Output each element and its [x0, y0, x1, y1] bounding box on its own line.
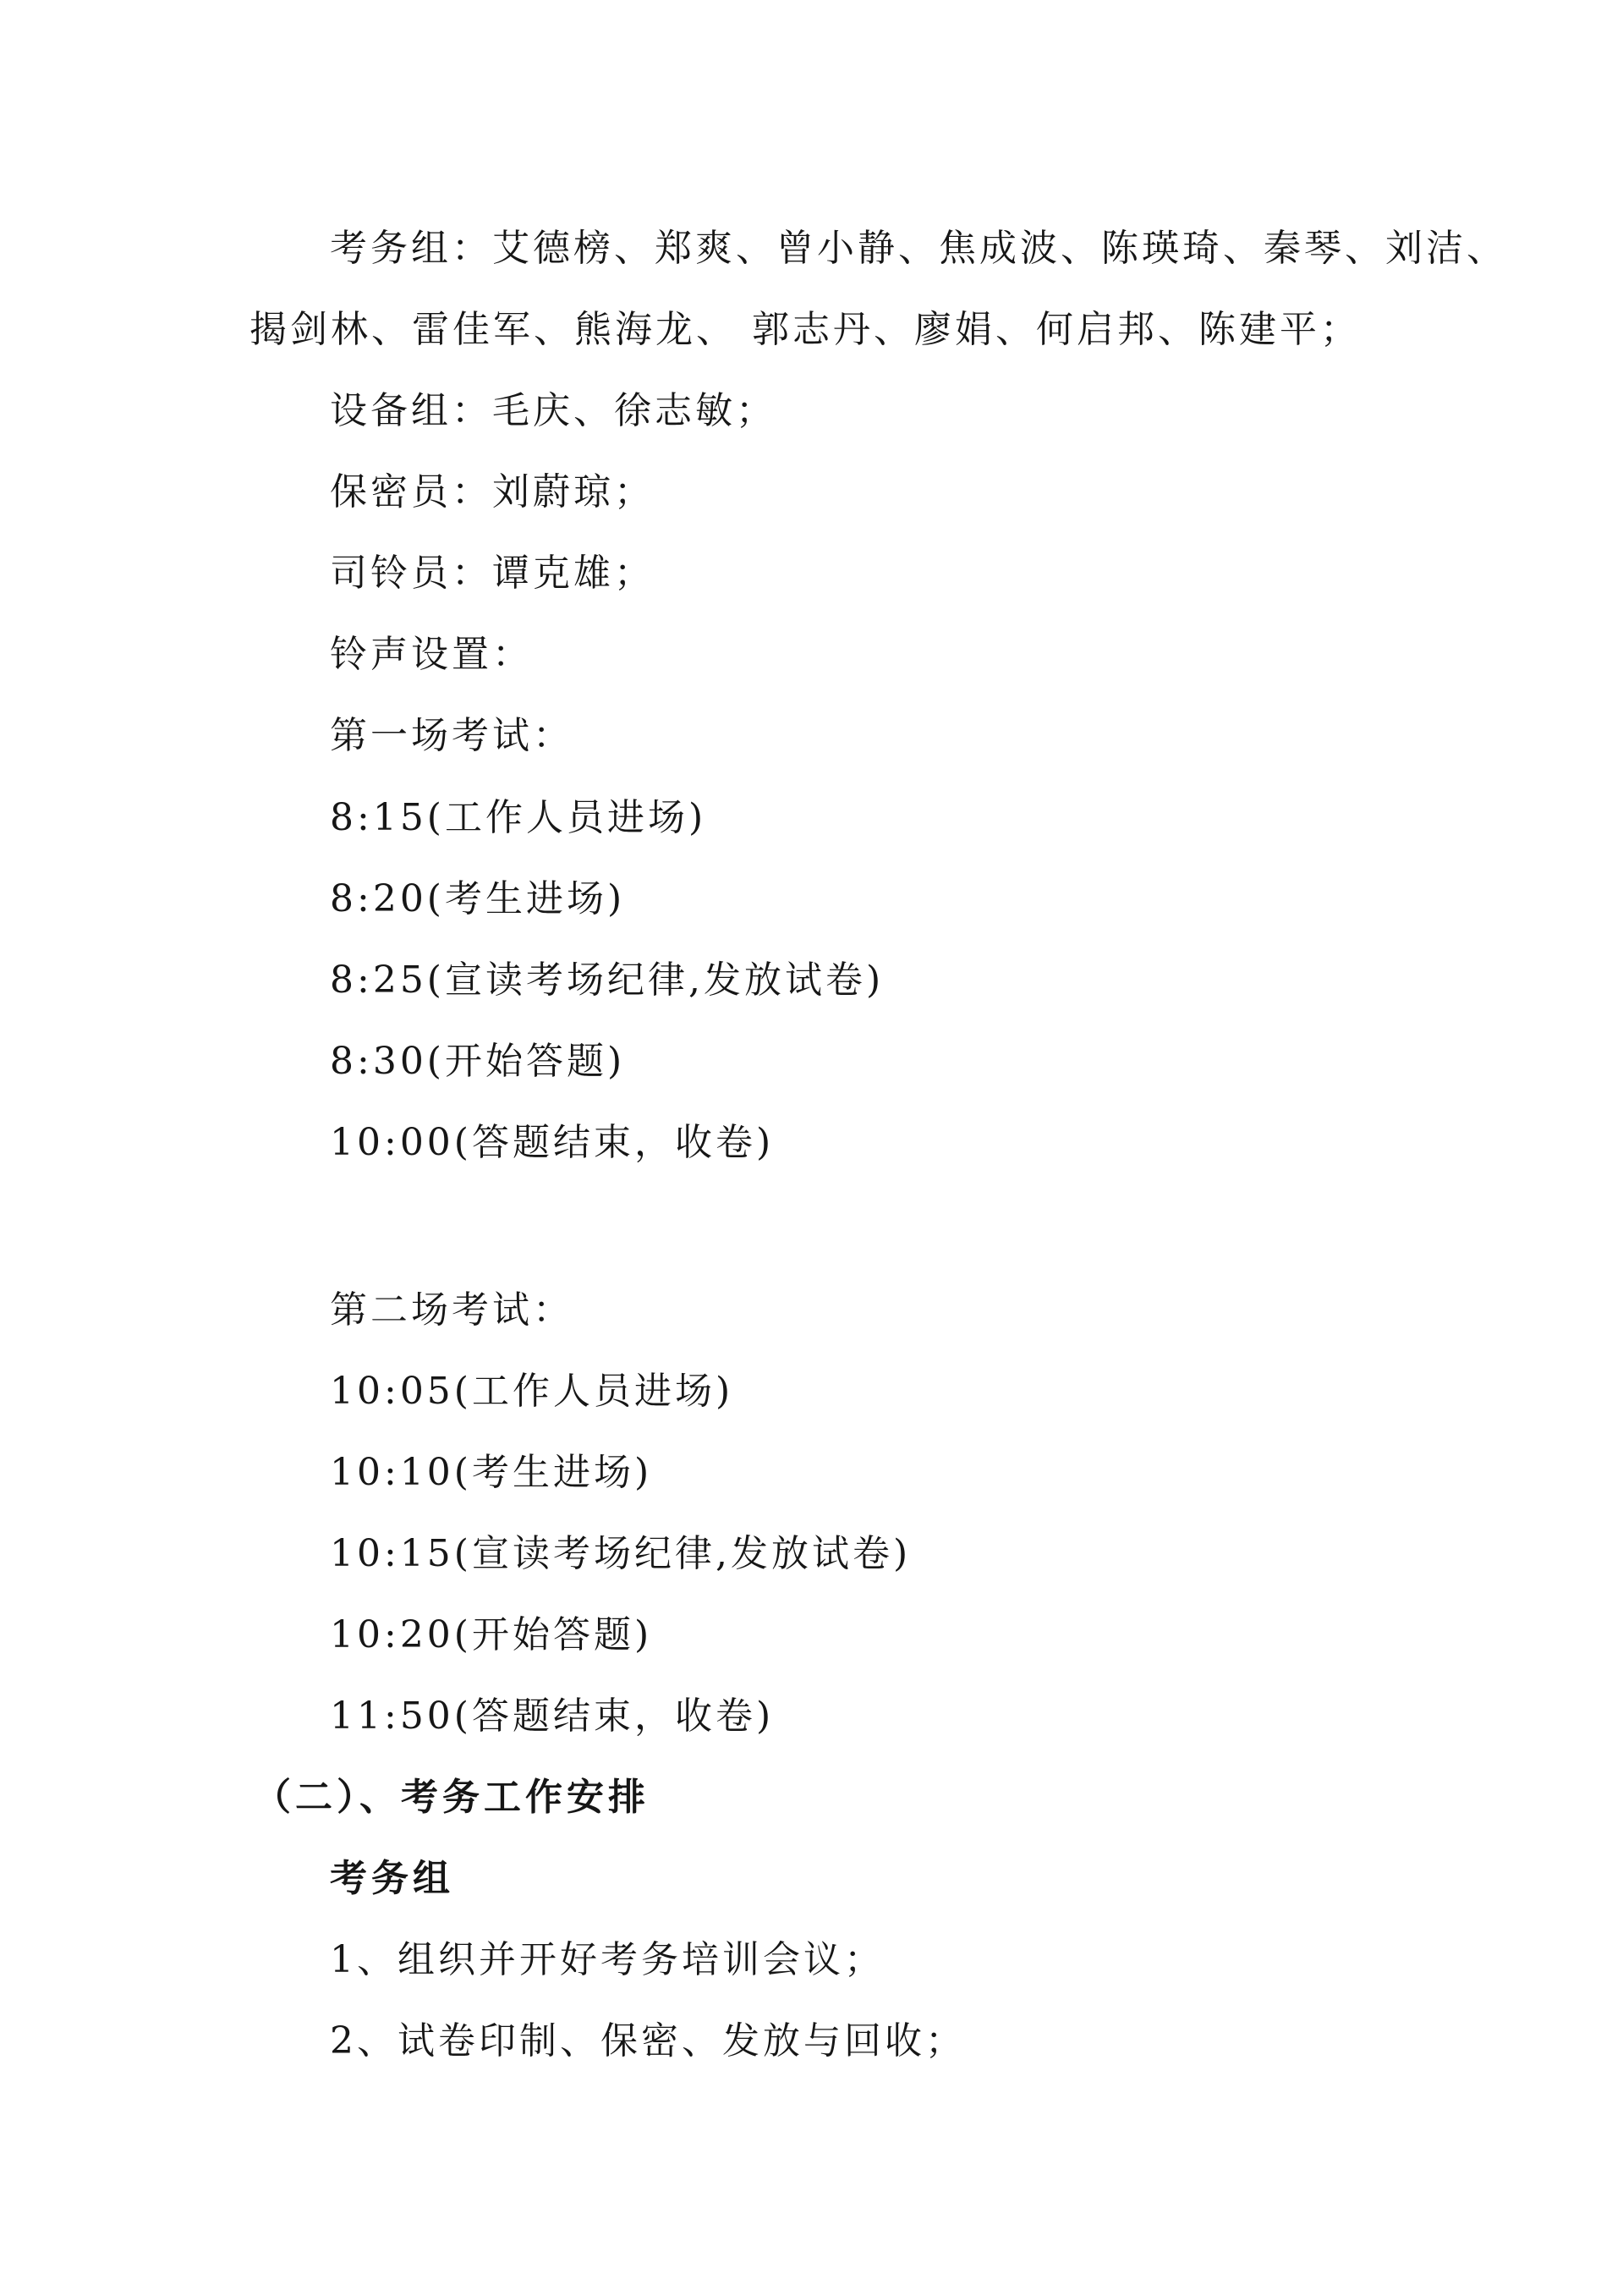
bell-settings-heading: 铃声设置：	[330, 633, 533, 676]
second-exam-bell-time: 10:05(工作人员进场)	[330, 1370, 734, 1413]
first-exam-bell-time: 8:15(工作人员进场)	[330, 796, 707, 839]
first-exam-bell-time: 8:25(宣读考场纪律,发放试卷)	[330, 958, 885, 1002]
second-exam-heading: 第二场考试：	[330, 1288, 573, 1332]
first-exam-bell-time: 8:20(考生进场)	[330, 877, 626, 920]
exam-affairs-group-members: 考务组：艾德榜、郑爽、曾小静、焦成波、陈瑛琦、秦琴、刘洁、	[330, 227, 1507, 270]
confidentiality-officer: 保密员：刘蔚琼；	[330, 470, 655, 514]
bell-ringer: 司铃员：谭克雄；	[330, 552, 655, 595]
first-exam-bell-time: 10:00(答题结束，收卷)	[330, 1121, 775, 1164]
section-heading-exam-affairs-arrangement: （二）、考务工作安排	[254, 1776, 650, 1819]
second-exam-bell-time: 10:20(开始答题)	[330, 1613, 653, 1656]
second-exam-bell-time: 11:50(答题结束，收卷)	[330, 1695, 775, 1738]
subsection-heading-exam-affairs-group: 考务组	[330, 1857, 454, 1900]
first-exam-bell-time: 8:30(开始答题)	[330, 1040, 626, 1083]
equipment-group: 设备组：毛庆、徐志敏；	[330, 389, 776, 432]
task-item: 1、组织并开好考务培训会议；	[330, 1938, 885, 1981]
exam-affairs-group-members-continued: 揭剑林、雷佳军、熊海龙、 郭志丹、廖娟、何启邦、陈建平；	[249, 308, 1361, 351]
second-exam-bell-time: 10:10(考生进场)	[330, 1451, 653, 1494]
task-item: 2、试卷印制、保密、发放与回收；	[330, 2019, 966, 2063]
second-exam-bell-time: 10:15(宣读考场纪律,发放试卷)	[330, 1532, 912, 1575]
first-exam-heading: 第一场考试：	[330, 714, 573, 757]
